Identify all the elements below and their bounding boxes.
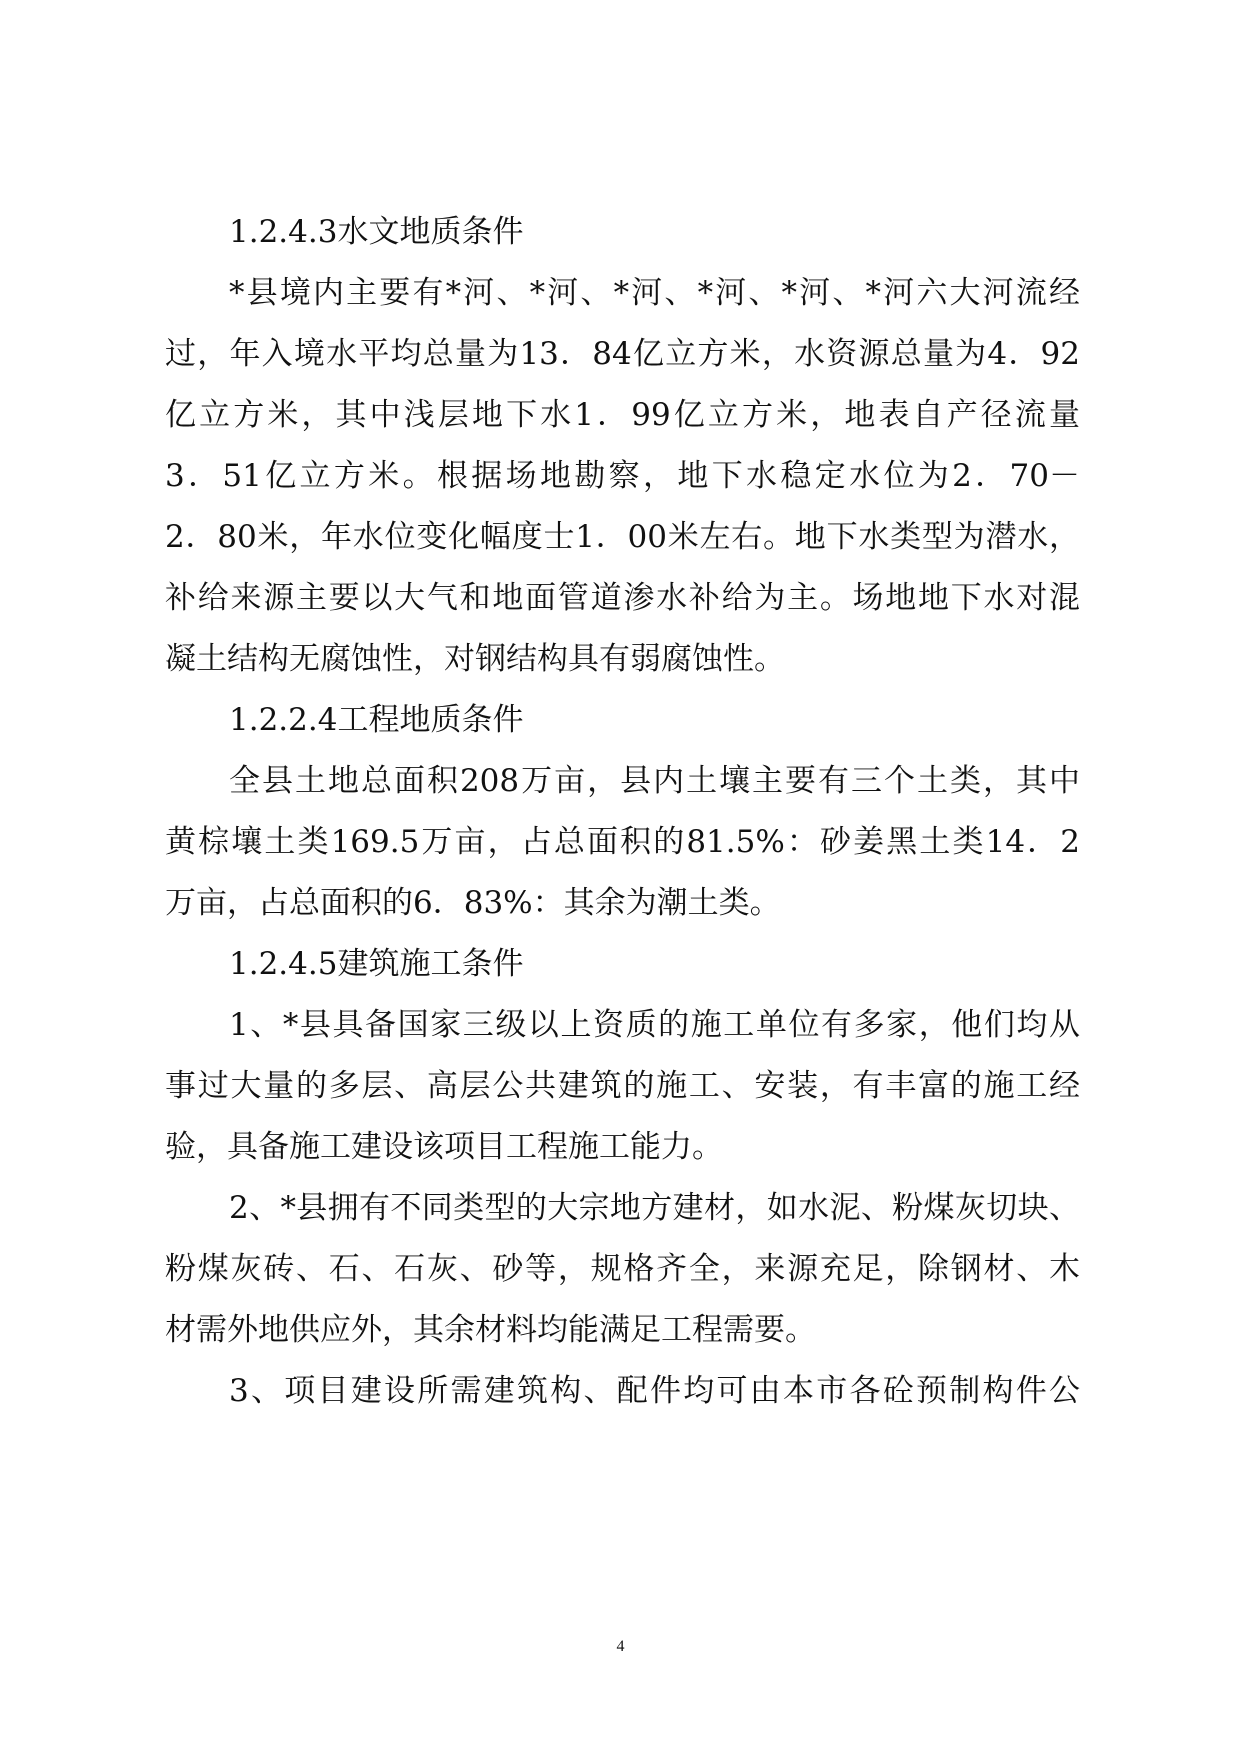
page-number: 4 bbox=[616, 1638, 625, 1655]
paragraph-construction-item-2 bbox=[165, 1188, 1080, 1350]
text-line: 全县土地总面积208万亩，县内土壤主要有三个土类，其中 bbox=[229, 763, 1080, 799]
section-heading-engineering-geology: 1.2.2.4工程地质条件 bbox=[229, 702, 524, 738]
text-line: 2、*县拥有不同类型的大宗地方建材，如水泥、粉煤灰切块、 bbox=[229, 1190, 1080, 1226]
paragraph-engineering-geology bbox=[165, 761, 1080, 923]
text-line: 亿立方米，其中浅层地下水1．99亿立方米，地表自产径流量 bbox=[165, 397, 1080, 433]
section-heading-hydrogeology: 1.2.4.3水文地质条件 bbox=[229, 214, 524, 250]
text-line: 材需外地供应外，其余材料均能满足工程需要。 bbox=[165, 1312, 816, 1348]
text-line: 验，具备施工建设该项目工程施工能力。 bbox=[165, 1129, 723, 1165]
text-line: 事过大量的多层、高层公共建筑的施工、安装，有丰富的施工经 bbox=[165, 1068, 1080, 1104]
text-line: 粉煤灰砖、石、石灰、砂等，规格齐全，来源充足，除钢材、木 bbox=[165, 1251, 1080, 1287]
paragraph-construction-item-3 bbox=[165, 1371, 1080, 1411]
text-line: 凝土结构无腐蚀性，对钢结构具有弱腐蚀性。 bbox=[165, 641, 785, 677]
text-line: 2．80米，年水位变化幅度士1．00米左右。地下水类型为潜水， bbox=[165, 519, 1080, 555]
text-line: 3．51亿立方米。根据场地勘察，地下水稳定水位为2．70－ bbox=[165, 458, 1080, 494]
text-line: 3、项目建设所需建筑构、配件均可由本市各砼预制构件公 bbox=[229, 1373, 1080, 1409]
text-line: *县境内主要有*河、*河、*河、*河、*河、*河六大河流经 bbox=[229, 275, 1080, 311]
document-body bbox=[165, 212, 1080, 1432]
text-line: 补给来源主要以大气和地面管道渗水补给为主。场地地下水对混 bbox=[165, 580, 1080, 616]
text-line: 黄棕壤土类169.5万亩，占总面积的81.5%：砂姜黑土类14．2 bbox=[165, 824, 1080, 860]
paragraph-hydrogeology bbox=[165, 273, 1080, 679]
paragraph-construction-item-1 bbox=[165, 1005, 1080, 1167]
text-line: 过，年入境水平均总量为13．84亿立方米，水资源总量为4．92 bbox=[165, 336, 1080, 372]
text-line: 1、*县具备国家三级以上资质的施工单位有多家，他们均从 bbox=[229, 1007, 1080, 1043]
section-heading-construction: 1.2.4.5建筑施工条件 bbox=[229, 946, 524, 982]
text-line: 万亩，占总面积的6．83%：其余为潮土类。 bbox=[165, 885, 781, 921]
